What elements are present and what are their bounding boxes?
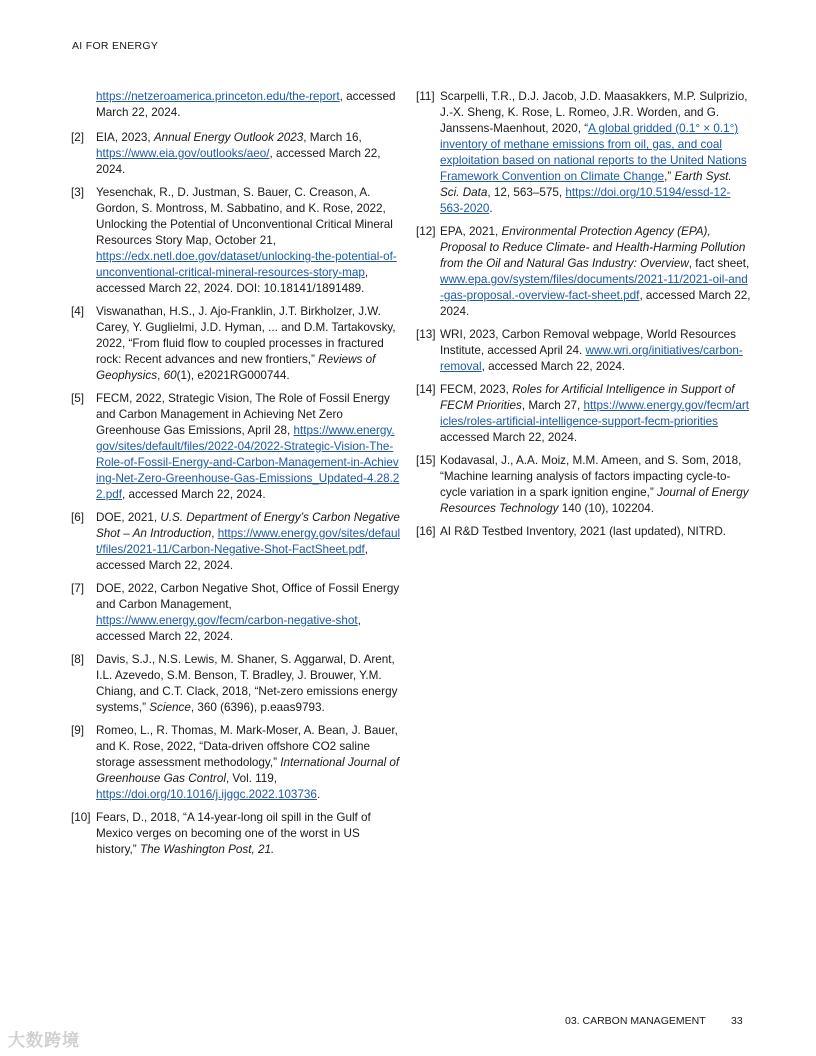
reference-number: [15] bbox=[416, 454, 436, 467]
reference-number: [14] bbox=[416, 383, 436, 396]
reference-title: Journal of Energy Resources Technology bbox=[440, 486, 749, 515]
reference-link[interactable]: https://www.energy.gov/sites/default/files/2022-04/2022-Strategic-Vision-The-Role-of-Fossil-Energy-and-Carbon-Management-in-Achieving-Net-Zero-Greenhouse-Gas-Emissions_Updated-4.28.22.pdf bbox=[96, 424, 400, 501]
reference-link[interactable]: https://doi.org/10.5194/essd-12-563-2020 bbox=[440, 186, 731, 215]
reference-link[interactable]: https://edx.netl.doe.gov/dataset/unlocking-the-potential-of-unconventional-critical-mineral-resources-story-map bbox=[96, 250, 397, 279]
reference-10: [10] Fears, D., 2018, “A 14-year-long oil spill in the Gulf of Mexico verges on becoming one of the worst in US history,” The Washington Post, 21. bbox=[71, 811, 371, 856]
reference-8: [8] Davis, S.J., N.S. Lewis, M. Shaner, S. Aggarwal, D. Arent, I.L. Azevedo, S.M. Benson, T. Bradley, J. Brouwer, Y.M. Chiang, and C.T. Clack, 2018, “Net-zero emissions energy systems,” Science, 360 (6396), p.eaas9793. bbox=[71, 653, 398, 714]
reference-title: The Washington Post, 21. bbox=[139, 843, 275, 856]
running-header: AI FOR ENERGY bbox=[72, 40, 159, 52]
reference-link[interactable]: https://www.energy.gov/fecm/carbon-negative-shot bbox=[96, 614, 358, 627]
reference-number: [12] bbox=[416, 225, 436, 238]
reference-9: [9] Romeo, L., R. Thomas, M. Mark-Moser, A. Bean, J. Bauer, and K. Rose, 2022, “Data-driven offshore CO2 saline storage assessment methodology,” International Journal of Greenhouse Gas Control, Vol. 119, https://doi.org/10.1016/j.ijggc.2022.103736. bbox=[71, 724, 400, 801]
reference-link[interactable]: www.wri.org/initiatives/carbon-removal bbox=[440, 344, 743, 373]
reference-13: [13] WRI, 2023, Carbon Removal webpage, World Resources Institute, accessed April 24. www.wri.org/initiatives/carbon-removal, accessed March 22, 2024. bbox=[416, 328, 743, 373]
reference-number: [16] bbox=[416, 525, 436, 538]
reference-title-link[interactable]: A global gridded (0.1° × 0.1°) inventory of methane emissions from oil, gas, and coal exploitation based on national reports to the United Nations Framework Convention on Climate Change bbox=[440, 122, 747, 183]
reference-number: [2] bbox=[71, 131, 84, 144]
page-number: 33 bbox=[731, 1015, 743, 1027]
references-column-left bbox=[71, 89, 401, 865]
reference-number: [3] bbox=[71, 186, 84, 199]
footer-section-title: 03. CARBON MANAGEMENT bbox=[565, 1015, 706, 1027]
reference-5: [5] FECM, 2022, Strategic Vision, The Role of Fossil Energy and Carbon Management in Achieving Net Zero Greenhouse Gas Emissions, April 28, https://www.energy.gov/sites/default/files/2022-04/2022-Strategic-Vision-The-Role-of-Fossil-Energy-and-Carbon-Management-in-Achieving-Net-Zero-Greenhouse-Gas-Emissions_Updated-4.28.22.pdf, accessed March 22, 2024. bbox=[71, 392, 400, 501]
reference-title: Reviews of Geophysics bbox=[96, 353, 376, 382]
reference-6: [6] DOE, 2021, U.S. Department of Energy’s Carbon Negative Shot – An Introduction, https://www.energy.gov/sites/default/files/2021-11/Carbon-Negative-Shot-FactSheet.pdf, accessed March 22, 2024. bbox=[71, 511, 401, 572]
reference-number: [8] bbox=[71, 653, 84, 666]
reference-number: [6] bbox=[71, 511, 84, 524]
reference-12: [12] EPA, 2021, Environmental Protection Agency (EPA), Proposal to Reduce Climate- and Health-Harming Pollution from the Oil and Natural Gas Industry: Overview, fact sheet, www.epa.gov/system/files/documents/2021-11/2021-oil-and-gas-proposal.-overview-fact-sheet.pdf, accessed March 22, 2024. bbox=[416, 225, 751, 318]
reference-title: Annual Energy Outlook 2023 bbox=[153, 131, 304, 144]
reference-link[interactable]: https://www.energy.gov/fecm/articles/roles-artificial-intelligence-support-fecm-priorities bbox=[440, 399, 749, 428]
reference-1-continued: https://netzeroamerica.princeton.edu/the-report, accessed March 22, 2024. bbox=[96, 90, 396, 119]
reference-number: [7] bbox=[71, 582, 84, 595]
reference-number: [4] bbox=[71, 305, 84, 318]
reference-number: [13] bbox=[416, 328, 436, 341]
reference-2: [2] EIA, 2023, Annual Energy Outlook 2023, March 16, https://www.eia.gov/outlooks/aeo/, accessed March 22, 2024. bbox=[71, 131, 381, 176]
reference-title: Environmental Protection Agency (EPA), Proposal to Reduce Climate- and Health-Harming Pollution from the Oil and Natural Gas Industry: Overview bbox=[440, 225, 746, 270]
reference-link[interactable]: https://netzeroamerica.princeton.edu/the-report bbox=[96, 90, 340, 103]
reference-11: [11] Scarpelli, T.R., D.J. Jacob, J.D. Maasakkers, M.P. Sulprizio, J.-X. Sheng, K. Rose, L. Romeo, J.R. Worden, and G. Janssens-Maenhout, 2020, “A global gridded (0.1° × 0.1°) inventory of methane emissions from oil, gas, and coal exploitation based on national reports to the United Nations Framework Convention on Climate Change,” Earth Syst. Sci. Data, 12, 563–575, https://doi.org/10.5194/essd-12-563-2020. bbox=[416, 90, 748, 215]
reference-number: [9] bbox=[71, 724, 84, 737]
reference-link[interactable]: https://www.energy.gov/sites/default/files/2021-11/Carbon-Negative-Shot-FactSheet.pdf bbox=[96, 527, 401, 556]
reference-title: Earth Syst. Sci. Data bbox=[440, 170, 732, 199]
reference-16: [16] AI R&D Testbed Inventory, 2021 (last updated), NITRD. bbox=[416, 525, 727, 538]
reference-number: [10] bbox=[71, 811, 91, 824]
reference-14: [14] FECM, 2023, Roles for Artificial Intelligence in Support of FECM Priorities, March 27, https://www.energy.gov/fecm/articles/roles-artificial-intelligence-support-fecm-priorities accessed March 22, 2024. bbox=[416, 383, 749, 444]
reference-title: Science bbox=[149, 701, 191, 714]
reference-number: [11] bbox=[416, 90, 435, 103]
reference-title: International Journal of Greenhouse Gas Control bbox=[96, 756, 400, 785]
reference-link[interactable]: www.epa.gov/system/files/documents/2021-11/2021-oil-and-gas-proposal.-overview-fact-sheet.pdf bbox=[440, 273, 748, 302]
watermark: 大数跨境 bbox=[8, 1031, 80, 1050]
reference-title: U.S. Department of Energy’s Carbon Negative Shot – An Introduction bbox=[96, 511, 400, 540]
reference-7: [7] DOE, 2022, Carbon Negative Shot, Office of Fossil Energy and Carbon Management, https://www.energy.gov/fecm/carbon-negative-shot, accessed March 22, 2024. bbox=[71, 582, 400, 643]
reference-number: [5] bbox=[71, 392, 84, 405]
reference-4: [4] Viswanathan, H.S., J. Ajo-Franklin, J.T. Birkholzer, J.W. Carey, Y. Guglielmi, J.D. Hyman, ... and D.M. Tartakovsky, 2022, “From fluid flow to coupled processes in fractured rock: Recent advances and new frontiers,” Reviews of Geophysics, 60(1), e2021RG000744. bbox=[71, 305, 396, 382]
references-column-right bbox=[416, 89, 751, 547]
reference-title: Roles for Artificial Intelligence in Support of FECM Priorities bbox=[440, 383, 735, 412]
reference-link[interactable]: https://doi.org/10.1016/j.ijggc.2022.103736 bbox=[96, 788, 317, 801]
reference-15: [15] Kodavasal, J., A.A. Moiz, M.M. Ameen, and S. Som, 2018, “Machine learning analysis of factors impacting cycle-to-cycle variation in a spark ignition engine,” Journal of Energy Resources Technology 140 (10), 102204. bbox=[416, 454, 749, 515]
reference-link[interactable]: https://www.eia.gov/outlooks/aeo/ bbox=[96, 147, 270, 160]
reference-3: [3] Yesenchak, R., D. Justman, S. Bauer, C. Creason, A. Gordon, S. Montross, M. Sabbatino, and K. Rose, 2022, Unlocking the Potential of Unconventional Critical Mineral Resources Story Map, October 21, https://edx.netl.doe.gov/dataset/unlocking-the-potential-of-unconventional-critical-mineral-resources-story-map, accessed March 22, 2024. DOI: 10.18141/1891489. bbox=[71, 186, 397, 295]
